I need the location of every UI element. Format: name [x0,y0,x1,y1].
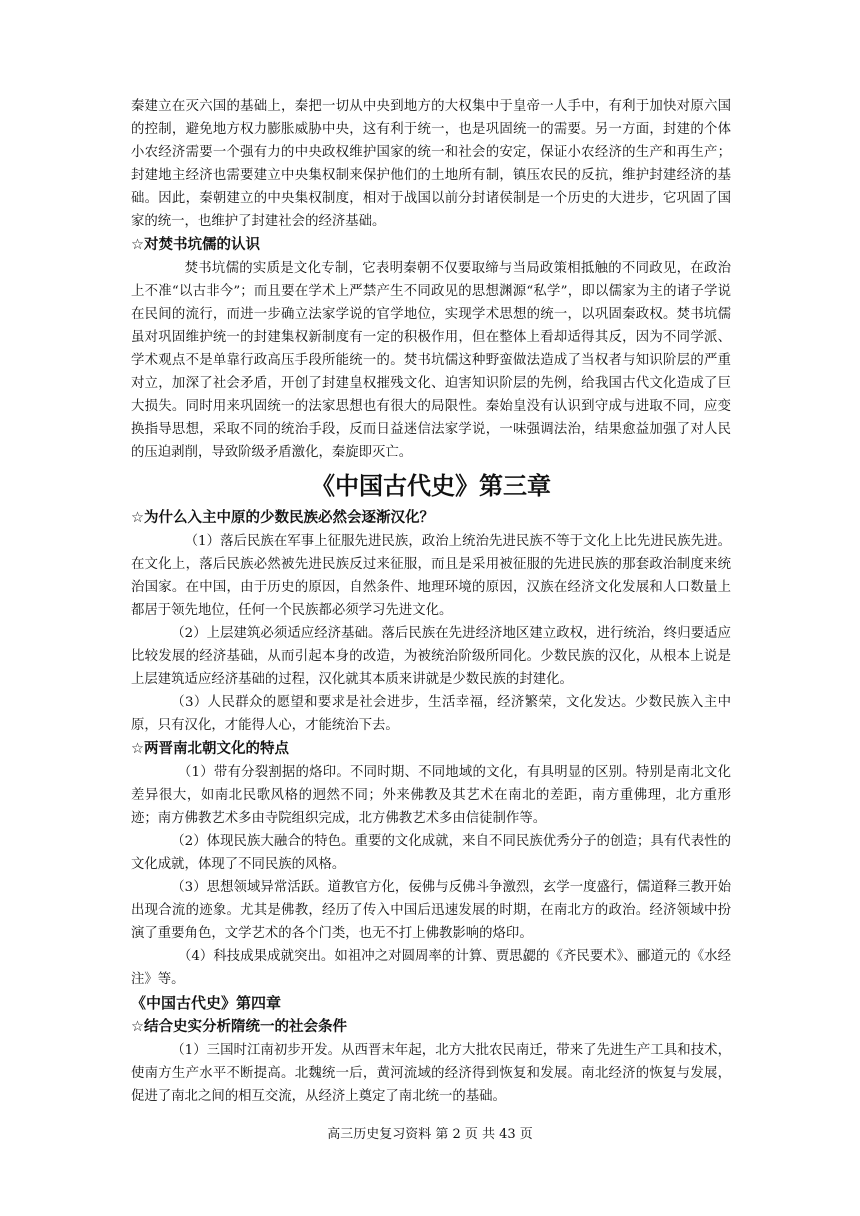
jin-culture-paragraph-2: （2）体现民族大融合的特色。重要的文化成就，来自不同民族优秀分子的创造；具有代表性的文化成就，体现了不同民族的风格。 [131,834,731,872]
section-heading-sinicization: ☆为什么入主中原的少数民族必然会逐渐汉化？ [131,510,434,526]
sinicization-paragraph-3: （3）人民群众的愿望和要求是社会进步，生活幸福，经济繁荣，文化发达。少数民族入主中原，只有汉化，才能得人心，才能统治下去。 [131,695,731,733]
section-heading-jin-culture: ☆两晋南北朝文化的特点 [131,741,289,757]
book-burning-paragraph: 焚书坑儒的实质是文化专制，它表明秦朝不仅要取缔与当局政策相抵触的不同政见，在政治上不准“以古非今”；而且要在学术上严禁产生不同政见的思想渊源“私学”，即以儒家为主的诸子学说在民间的流行，而进一步确立法家学说的官学地位，实现学术思想的统一，以巩固秦政权。焚书坑儒虽对巩固维护统一的封建集权新制度有一定的积极作用，但在整体上看却适得其反，因为不同学派、学术观点不是单靠行政高压手段所能统一的。焚书坑儒这种野蛮做法造成了当权者与知识阶层的严重对立，加深了社会矛盾，开创了封建皇权摧残文化、迫害知识阶层的先例，给我国古代文化造成了巨大损失。同时用来巩固统一的法家思想也有很大的局限性。秦始皇没有认识到守成与进取不同，应变换指导思想，采取不同的统治手段，反而日益迷信法家学说，一味强调法治，结果愈益加强了对人民的压迫剥削，导致阶级矛盾激化，秦旋即灭亡。 [131,261,731,460]
sinicization-paragraph-2: （2）上层建筑必须适应经济基础。落后民族在先进经济地区建立政权，进行统治，终归要适应比较发展的经济基础，从而引起本身的改造，为被统治阶级所同化。少数民族的汉化，从根本上说是上层建筑适应经济基础的过程，汉化就其本质来讲就是少数民族的封建化。 [131,626,731,687]
page-content [131,95,731,1108]
jin-culture-paragraph-1: （1）带有分裂割据的烙印。不同时期、不同地域的文化，有具明显的区别。特别是南北文化差异很大，如南北民歌风格的迥然不同；外来佛教及其艺术在南北的差距，南方重佛理，北方重形迹；南方佛教艺术多由寺院组织完成，北方佛教艺术多由信徒制作等。 [131,765,731,826]
jin-culture-paragraph-4: （4）科技成果成就突出。如祖冲之对圆周率的计算、贾思勰的《齐民要术》、郦道元的《水经注》等。 [131,949,731,987]
section-heading-sui-unification: ☆结合史实分析隋统一的社会条件 [131,1019,347,1035]
intro-paragraph: 秦建立在灭六国的基础上，秦把一切从中央到地方的大权集中于皇帝一人手中，有利于加快对原六国的控制，避免地方权力膨胀威胁中央，这有利于统一，也是巩固统一的需要。另一方面，封建的个体小农经济需要一个强有力的中央政权维护国家的统一和社会的安定，保证小农经济的生产和再生产；封建地主经济也需要建立中央集权制来保护他们的土地所有制，镇压农民的反抗，维护封建经济的基础。因此，秦朝建立的中央集权制度，相对于战国以前分封诸侯制是一个历史的大进步，它巩固了国家的统一，也维护了封建社会的经济基础。 [131,99,731,229]
chapter-four-title: 《中国古代史》第四章 [131,994,282,1012]
sui-unification-paragraph-1: （1）三国时江南初步开发。从西晋末年起，北方大批农民南迁，带来了先进生产工具和技术，使南方生产水平不断提高。北魏统一后，黄河流域的经济得到恢复和发展。南北经济的恢复与发展，促进了南北之间的相互交流，从经济上奠定了南北统一的基础。 [131,1043,731,1104]
jin-culture-paragraph-3: （3）思想领域异常活跃。道教官方化，佞佛与反佛斗争激烈，玄学一度盛行，儒道释三教开始出现合流的迹象。尤其是佛教，经历了传入中国后迅速发展的时期，在南北方的政治。经济领域中扮演了重要角色，文学艺术的各个门类，也无不打上佛教影响的烙印。 [131,880,731,941]
chapter-three-title: 《中国古代史》第三章 [311,472,551,500]
sinicization-paragraph-1: （1）落后民族在军事上征服先进民族，政治上统治先进民族不等于文化上比先进民族先进。在文化上，落后民族必然被先进民族反过来征服，而且是采用被征服的先进民族的那套政治制度来统治国家。在中国，由于历史的原因，自然条件、地理环境的原因，汉族在经济文化发展和人口数量上都居于领先地位，任何一个民族都必须学习先进文化。 [131,534,731,618]
section-heading-book-burning: ☆对焚书坑儒的认识 [131,237,260,253]
page-footer: 高三历史复习资料 第 2 页 共 43 页 [327,1127,533,1142]
